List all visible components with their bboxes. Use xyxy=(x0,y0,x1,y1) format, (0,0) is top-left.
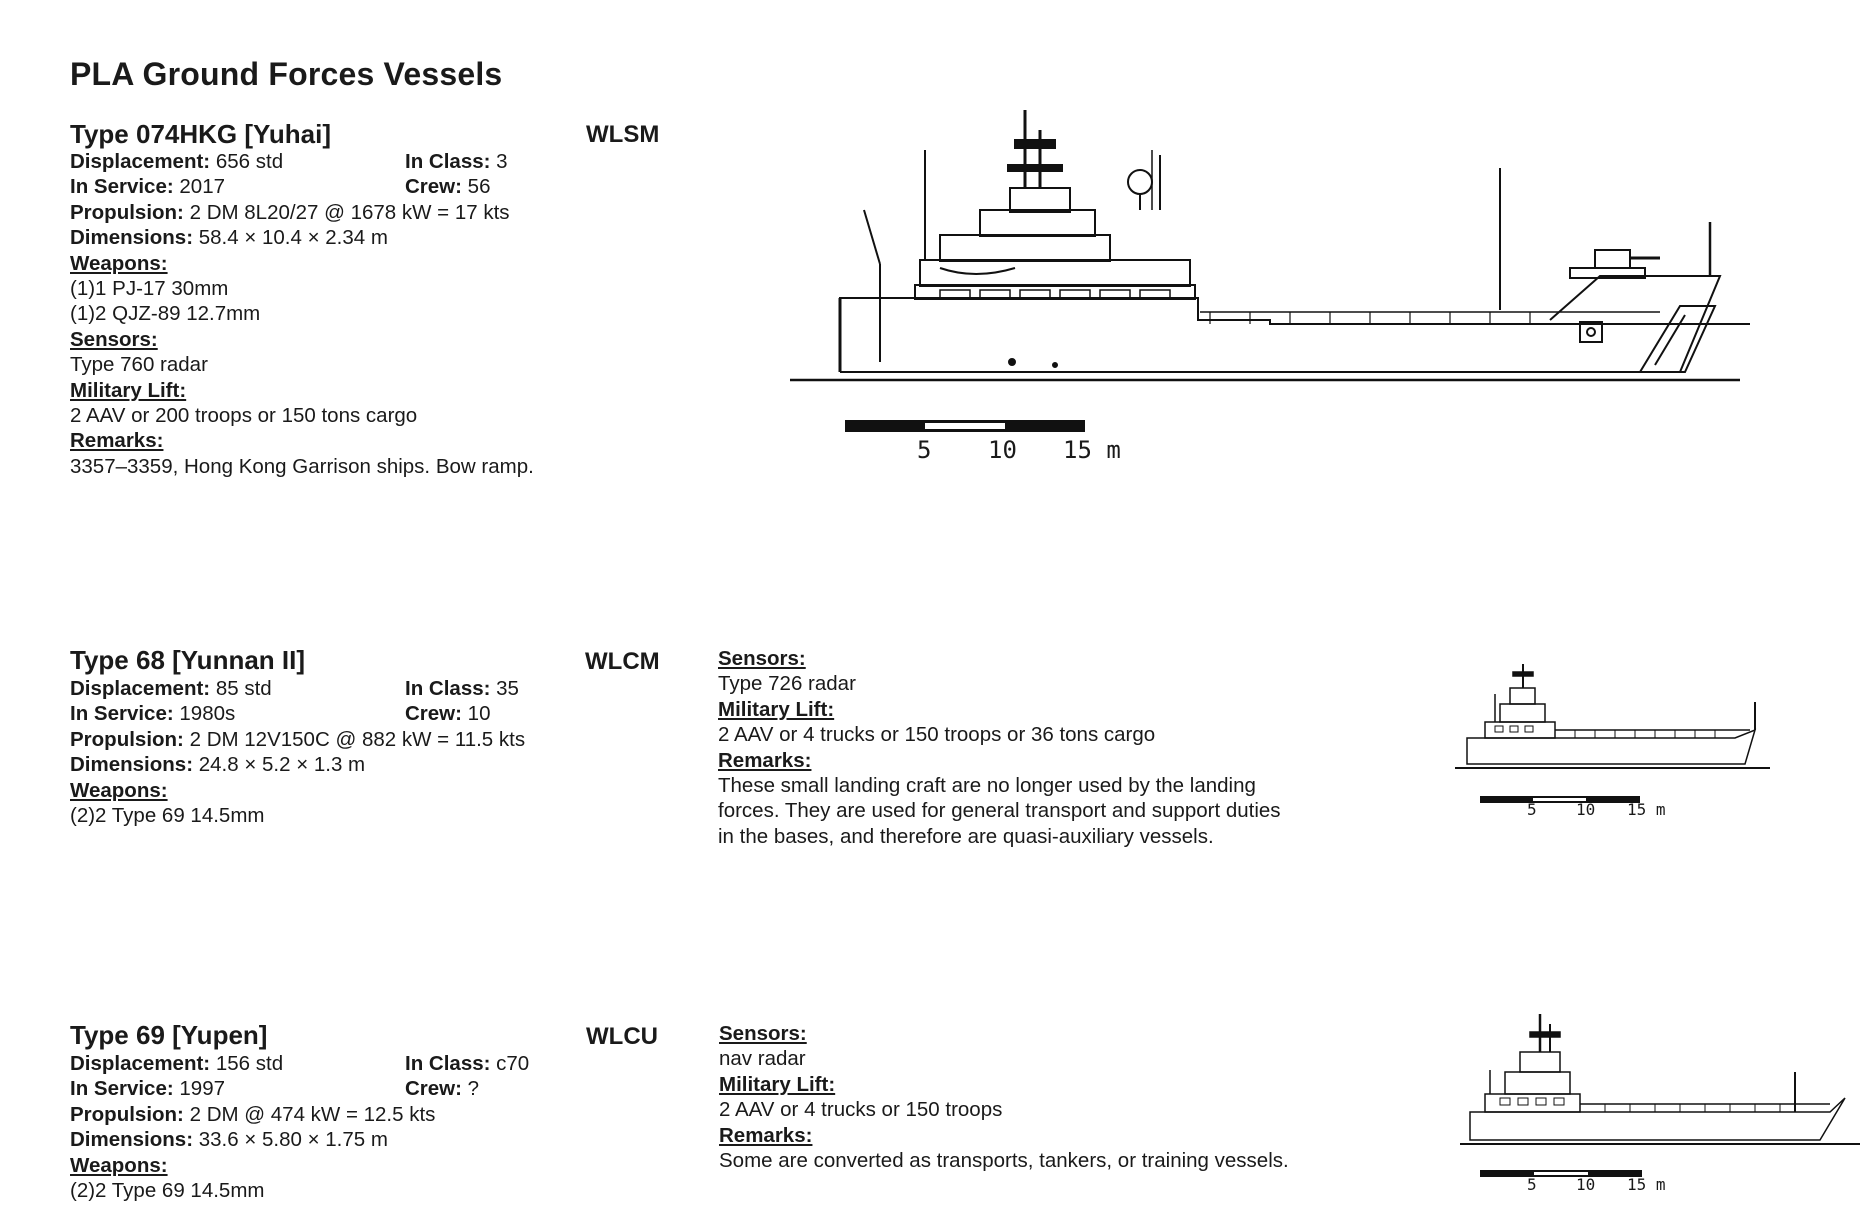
vessel-name-yuhai: Type 074HKG [Yuhai] xyxy=(70,119,332,149)
ship-profile-drawing-yupen xyxy=(1460,1010,1865,1150)
displacement-label: Displacement: xyxy=(70,1052,211,1075)
in-service-label: In Service: xyxy=(70,702,174,726)
propulsion-label: Propulsion: xyxy=(70,1102,184,1126)
scale-label-5: 5 xyxy=(917,436,932,464)
propulsion-value: 2 DM 8L20/27 @ 1678 kW = 17 kts xyxy=(189,200,510,224)
dimensions-label: Dimensions: xyxy=(70,226,194,250)
vessel-specs-right xyxy=(405,676,519,727)
weapons-heading: Weapons: xyxy=(70,251,168,275)
dimensions-label: Dimensions: xyxy=(70,1128,194,1152)
in-class-value: 3 xyxy=(496,150,508,173)
dimensions-value: 24.8 × 5.2 × 1.3 m xyxy=(198,753,366,777)
propulsion-line xyxy=(70,727,525,752)
in-class-line xyxy=(405,1051,529,1076)
military-lift-value: 2 AAV or 4 trucks or 150 troops xyxy=(719,1098,1003,1122)
propulsion-label: Propulsion: xyxy=(70,727,184,751)
remarks-text: Some are converted as transports, tankers, or training vessels. xyxy=(719,1149,1289,1173)
in-service-value: 2017 xyxy=(179,175,226,199)
crew-line xyxy=(405,1076,529,1101)
displacement-value: 656 std xyxy=(215,150,284,173)
crew-label: Crew: xyxy=(405,1077,462,1101)
propulsion-line xyxy=(70,200,534,225)
weapon-item: (1)1 PJ-17 30mm xyxy=(70,277,229,301)
sensors-heading: Sensors: xyxy=(70,327,158,351)
remarks-text: 3357–3359, Hong Kong Garrison ships. Bow ramp. xyxy=(70,454,534,478)
displacement-value: 156 std xyxy=(215,1052,284,1075)
remarks-heading: Remarks: xyxy=(718,748,812,772)
dimensions-line xyxy=(70,1127,435,1152)
military-lift-value: 2 AAV or 200 troops or 150 tons cargo xyxy=(70,404,418,428)
scale-label-5: 5 xyxy=(1527,800,1537,819)
in-service-value: 1980s xyxy=(179,702,236,726)
vessel-name-yunnan-ii: Type 68 [Yunnan II] xyxy=(70,645,306,675)
sensors-value: nav radar xyxy=(719,1047,806,1071)
dimensions-line xyxy=(70,752,525,777)
dimensions-value: 33.6 × 5.80 × 1.75 m xyxy=(198,1128,388,1152)
scale-label-10: 10 xyxy=(988,436,1017,464)
weapon-item: (1)2 QJZ-89 12.7mm xyxy=(70,302,261,326)
displacement-line xyxy=(70,1051,435,1076)
crew-value: 10 xyxy=(467,702,491,726)
vessel-code-wlcu: WLCU xyxy=(586,1023,658,1050)
page-title: PLA Ground Forces Vessels xyxy=(70,56,503,92)
sensors-value: Type 760 radar xyxy=(70,353,208,377)
remarks-text: in the bases, and therefore are quasi-auxiliary vessels. xyxy=(718,824,1214,848)
propulsion-value: 2 DM @ 474 kW = 12.5 kts xyxy=(189,1102,436,1126)
weapon-item: (2)2 Type 69 14.5mm xyxy=(70,804,265,828)
dimensions-value: 58.4 × 10.4 × 2.34 m xyxy=(198,226,388,250)
sensors-heading: Sensors: xyxy=(719,1022,807,1045)
vessel-specs-extra xyxy=(719,1021,1289,1173)
vessel-name-yupen: Type 69 [Yupen] xyxy=(70,1020,268,1050)
in-class-value: 35 xyxy=(496,677,519,700)
scale-bar-graphic xyxy=(1480,796,1640,805)
in-class-label: In Class: xyxy=(405,150,491,173)
scale-bar-yupen xyxy=(1480,1166,1642,1184)
remarks-heading: Remarks: xyxy=(70,429,164,453)
remarks-heading: Remarks: xyxy=(719,1123,813,1147)
vessel-code-wlsm: WLSM xyxy=(586,121,660,148)
military-lift-value: 2 AAV or 4 trucks or 150 troops or 36 tons cargo xyxy=(718,723,1156,747)
vessel-specs-right xyxy=(405,1051,529,1102)
in-class-value: c70 xyxy=(496,1052,530,1075)
scale-label-15m: 15 m xyxy=(1063,436,1121,464)
in-service-label: In Service: xyxy=(70,175,174,199)
scale-bar-yuhai xyxy=(845,420,1085,439)
displacement-label: Displacement: xyxy=(70,677,211,700)
scale-bar-graphic xyxy=(1480,1170,1642,1179)
vessel-code-wlcm: WLCM xyxy=(585,648,660,675)
in-class-line xyxy=(405,149,508,174)
in-class-line xyxy=(405,676,519,701)
scale-bar-yunnan-ii xyxy=(1480,792,1640,810)
military-lift-heading: Military Lift: xyxy=(719,1072,836,1096)
in-service-value: 1997 xyxy=(179,1077,226,1101)
in-class-label: In Class: xyxy=(405,677,491,700)
sensors-heading: Sensors: xyxy=(718,647,806,670)
vessel-specs-left xyxy=(70,1051,435,1203)
ship-profile-drawing-yunnan-ii xyxy=(1455,660,1775,772)
propulsion-line xyxy=(70,1102,435,1127)
crew-line xyxy=(405,174,508,199)
displacement-label: Displacement: xyxy=(70,150,211,173)
scale-label-15m: 15 m xyxy=(1627,1175,1666,1194)
scale-label-10: 10 xyxy=(1576,1175,1596,1194)
dimensions-line xyxy=(70,225,534,250)
weapons-heading: Weapons: xyxy=(70,778,168,802)
scale-label-15m: 15 m xyxy=(1627,800,1666,819)
vessel-specs-extra xyxy=(718,646,1281,849)
crew-label: Crew: xyxy=(405,702,462,726)
sensors-value: Type 726 radar xyxy=(718,672,856,696)
military-lift-heading: Military Lift: xyxy=(718,697,835,721)
vessel-specs-right xyxy=(405,149,508,200)
propulsion-value: 2 DM 12V150C @ 882 kW = 11.5 kts xyxy=(189,727,526,751)
crew-label: Crew: xyxy=(405,175,462,199)
scale-label-10: 10 xyxy=(1576,800,1596,819)
weapon-item: (2)2 Type 69 14.5mm xyxy=(70,1179,265,1203)
scale-bar-graphic xyxy=(845,420,1085,434)
propulsion-label: Propulsion: xyxy=(70,200,184,224)
in-service-line xyxy=(70,1076,435,1101)
in-class-label: In Class: xyxy=(405,1052,491,1075)
remarks-text: These small landing craft are no longer used by the landing xyxy=(718,774,1256,798)
scale-label-5: 5 xyxy=(1527,1175,1537,1194)
dimensions-label: Dimensions: xyxy=(70,753,194,777)
displacement-value: 85 std xyxy=(215,677,272,700)
military-lift-heading: Military Lift: xyxy=(70,378,187,402)
crew-value: ? xyxy=(467,1077,480,1101)
weapons-heading: Weapons: xyxy=(70,1153,168,1177)
in-service-label: In Service: xyxy=(70,1077,174,1101)
crew-value: 56 xyxy=(467,175,491,199)
remarks-text: forces. They are used for general transport and support duties xyxy=(718,799,1281,823)
crew-line xyxy=(405,701,519,726)
